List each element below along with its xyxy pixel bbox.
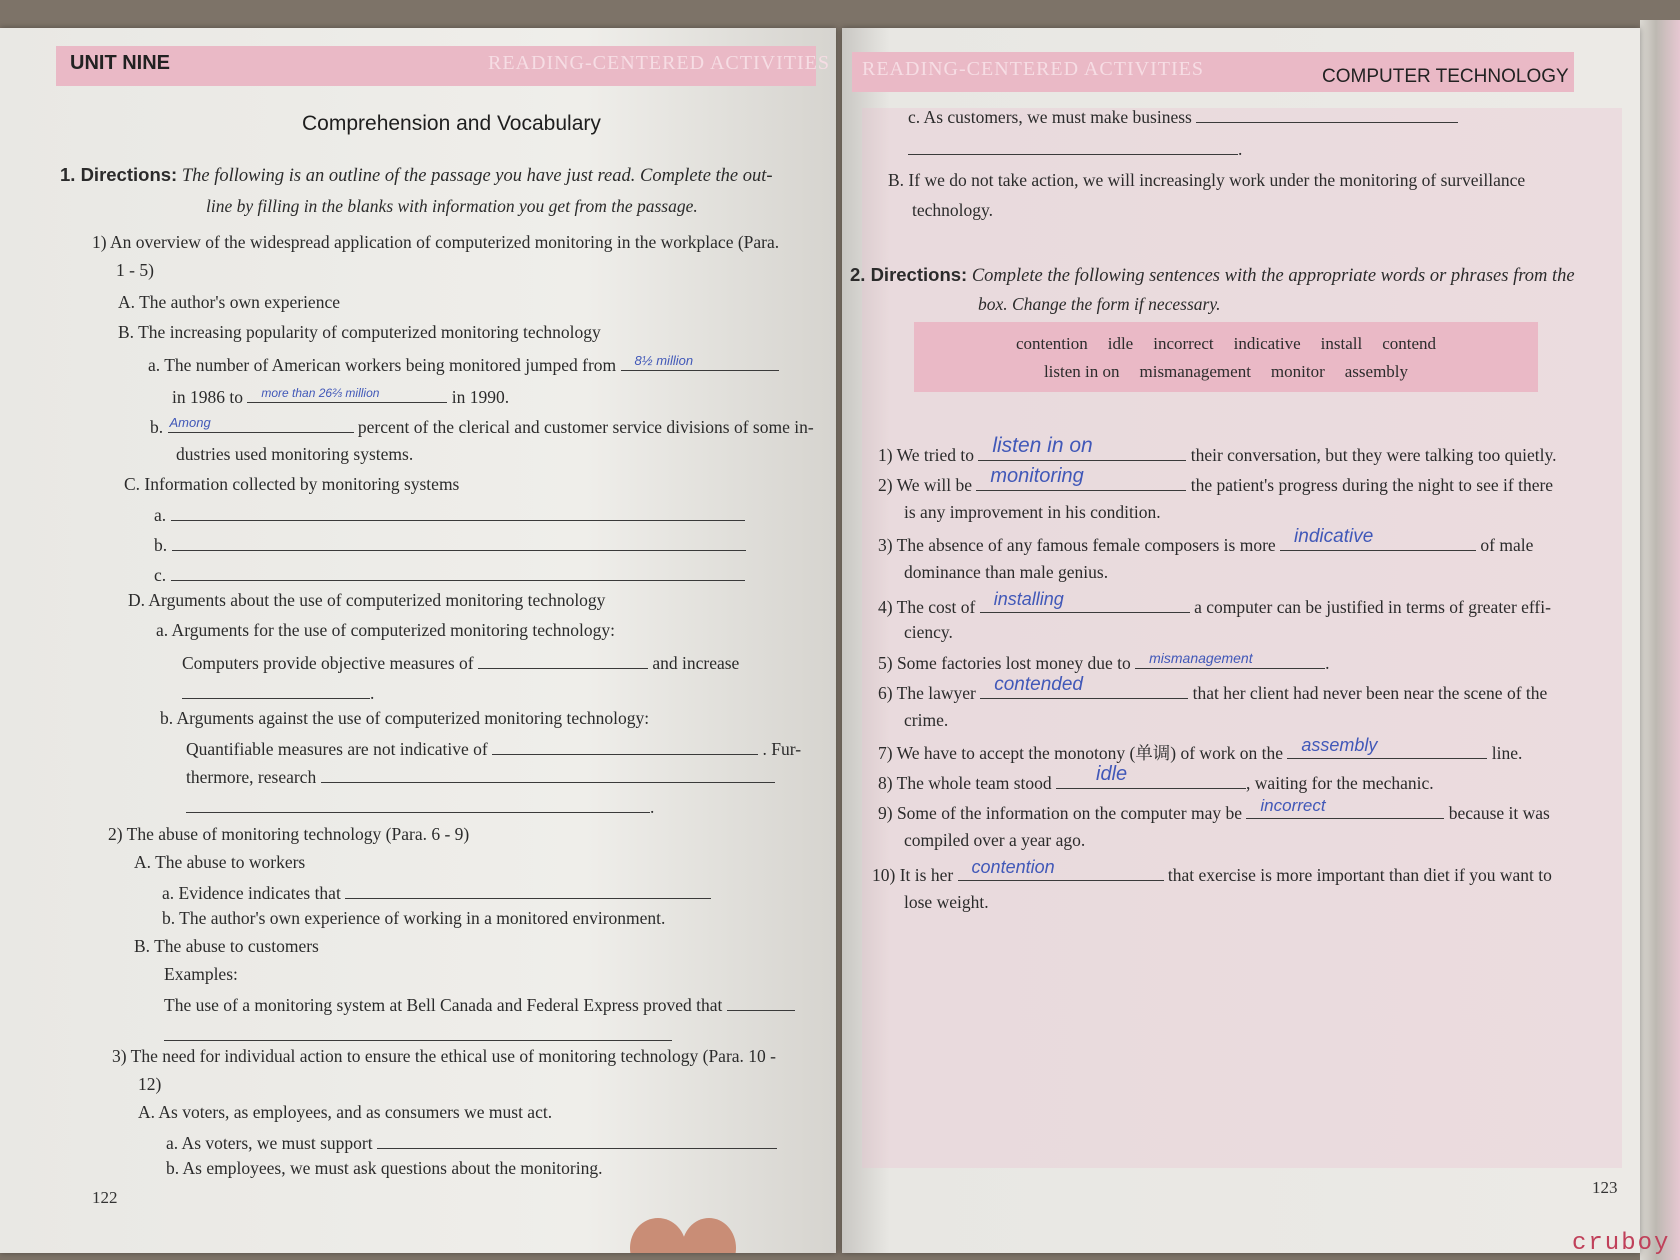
handwritten-answer: more than 26⅔ million: [261, 386, 380, 400]
outline-item: technology.: [912, 200, 993, 220]
outline-item: D. Arguments about the use of computerized monitoring technology: [128, 590, 606, 610]
finger-image: [682, 1218, 736, 1253]
outline-item: 12): [138, 1074, 162, 1094]
exercise-sentence: 4) The cost of installing a computer can be justified in terms of greater effi-: [878, 589, 1551, 617]
directions-1: 1. Directions: The following is an outline of the passage you have just read. Complete the out-: [60, 164, 773, 186]
directions-2: 2. Directions: Complete the following sentences with the appropriate words or phrases from the: [850, 264, 1575, 286]
answer-blank[interactable]: [1280, 526, 1476, 551]
outline-item: Examples:: [164, 964, 238, 984]
word-option: monitor: [1270, 362, 1325, 381]
finger-image: [630, 1218, 686, 1253]
outline-item-blank: a. As voters, we must support: [166, 1130, 777, 1154]
outline-item-blank: b.: [154, 532, 746, 556]
word-option: contention: [1015, 334, 1088, 353]
answer-blank[interactable]: [980, 674, 1188, 699]
exercise-sentence: 7) We have to accept the monotony (单调) of work on the assembly line.: [878, 735, 1523, 763]
outline-item: A. The author's own experience: [118, 292, 340, 312]
answer-blank[interactable]: [345, 880, 711, 899]
answer-blank[interactable]: [164, 1022, 672, 1041]
outline-item-blank: thermore, research: [186, 764, 775, 788]
answer-blank[interactable]: [980, 589, 1190, 613]
handwritten-answer: idle: [1096, 763, 1128, 785]
outline-item: 2) The abuse of monitoring technology (Para. 6 - 9): [108, 824, 470, 844]
word-option: contend: [1382, 334, 1437, 353]
outline-item-blank: [164, 1022, 672, 1046]
exercise-sentence: 1) We tried to listen in on their conversation, but they were talking too quietly.: [878, 434, 1557, 465]
exercise-sentence: 6) The lawyer contended that her client had never been near the scene of the: [878, 674, 1548, 703]
outline-item: B. The increasing popularity of computerized monitoring technology: [118, 322, 601, 342]
exercise-sentence-cont: crime.: [904, 710, 949, 730]
answer-blank[interactable]: [377, 1130, 777, 1149]
outline-item-blank: .: [186, 794, 654, 818]
book-edge: [1640, 20, 1680, 1260]
outline-item-blank: a. Evidence indicates that: [162, 880, 711, 904]
answer-blank[interactable]: [247, 384, 447, 403]
word-box: [914, 322, 1538, 392]
answer-blank[interactable]: [1287, 735, 1487, 759]
handwritten-answer: indicative: [1294, 526, 1374, 547]
outline-item-blank: Computers provide objective measures of and increase: [182, 650, 739, 674]
handwritten-answer: incorrect: [1260, 796, 1326, 815]
answer-blank[interactable]: [171, 562, 745, 581]
exercise-sentence-cont: ciency.: [904, 622, 953, 642]
left-page: [0, 28, 836, 1253]
handwritten-answer: contended: [994, 674, 1083, 695]
outline-item-blank: b. Among percent of the clerical and customer service divisions of some in-: [150, 415, 814, 437]
word-option: listen in on: [1043, 362, 1120, 381]
outline-item-blank: The use of a monitoring system at Bell Canada and Federal Express proved that: [164, 992, 795, 1016]
outline-item-blank: c.: [154, 562, 745, 586]
word-option: incorrect: [1153, 334, 1214, 353]
answer-blank[interactable]: [621, 352, 779, 371]
outline-item: 1 - 5): [116, 260, 154, 280]
outline-item-blank: in 1986 to more than 26⅔ million in 1990.: [172, 386, 510, 407]
outline-item: b. As employees, we must ask questions about the monitoring.: [166, 1158, 603, 1178]
outline-item: B. The abuse to customers: [134, 936, 319, 956]
handwritten-answer: assembly: [1301, 735, 1378, 755]
answer-blank[interactable]: [492, 736, 758, 755]
exercise-sentence: 9) Some of the information on the computer may be incorrect because it was: [878, 796, 1550, 823]
exercise-sentence-cont: is any improvement in his condition.: [904, 502, 1161, 522]
handwritten-answer: contention: [971, 857, 1055, 877]
outline-item: A. As voters, as employees, and as consumers we must act.: [138, 1102, 553, 1122]
word-option: idle: [1107, 334, 1134, 353]
handwritten-answer: installing: [993, 589, 1064, 609]
answer-blank[interactable]: [172, 532, 746, 551]
right-page: [842, 28, 1640, 1253]
unit-label: UNIT NINE: [70, 52, 170, 74]
answer-blank[interactable]: [1056, 763, 1246, 789]
exercise-sentence: 5) Some factories lost money due to mismanagement .: [878, 650, 1330, 673]
exercise-sentence-cont: dominance than male genius.: [904, 562, 1109, 582]
answer-blank[interactable]: [182, 680, 370, 699]
answer-blank[interactable]: [908, 136, 1238, 155]
answer-blank[interactable]: [478, 650, 648, 669]
answer-blank[interactable]: [1246, 796, 1444, 819]
handwritten-answer: Among: [169, 415, 211, 430]
section-title: Comprehension and Vocabulary: [302, 112, 601, 135]
header-title: COMPUTER TECHNOLOGY: [1322, 66, 1569, 87]
exercise-sentence: 8) The whole team stood idle , waiting for the mechanic.: [878, 763, 1434, 793]
answer-blank[interactable]: [976, 465, 1186, 491]
word-option: install: [1320, 334, 1363, 353]
outline-item: a. Arguments for the use of computerized monitoring technology:: [156, 620, 615, 640]
exercise-sentence: 10) It is her contention that exercise is more important than diet if you want to: [872, 857, 1552, 885]
answer-blank[interactable]: [1135, 650, 1325, 669]
page-number: 122: [92, 1188, 118, 1207]
outline-item-blank: a.: [154, 502, 745, 526]
outline-item-blank: .: [908, 136, 1242, 160]
word-option: assembly: [1344, 362, 1409, 381]
word-option: indicative: [1233, 334, 1301, 353]
header-ghost-text: READING-CENTERED ACTIVITIES: [488, 52, 830, 74]
outline-item-blank: c. As customers, we must make business: [908, 104, 1458, 128]
watermark: cruboy: [1572, 1230, 1671, 1257]
handwritten-answer: mismanagement: [1149, 650, 1253, 666]
answer-blank[interactable]: [727, 992, 795, 1011]
handwritten-answer: listen in on: [992, 434, 1093, 457]
word-option: mismanagement: [1139, 362, 1251, 381]
answer-blank[interactable]: [958, 857, 1164, 881]
outline-item-blank: a. The number of American workers being monitored jumped from 8½ million: [148, 352, 779, 376]
handwritten-answer: 8½ million: [634, 353, 694, 368]
outline-item: b. The author's own experience of working in a monitored environment.: [162, 908, 666, 928]
answer-blank[interactable]: [186, 794, 650, 813]
page-number: 123: [1592, 1178, 1618, 1197]
outline-item: dustries used monitoring systems.: [176, 444, 414, 464]
answer-blank[interactable]: [168, 414, 354, 433]
outline-item-blank: Quantifiable measures are not indicative of . Fur-: [186, 736, 801, 760]
directions-2-cont: box. Change the form if necessary.: [978, 294, 1221, 314]
outline-item-blank: .: [182, 680, 374, 704]
outline-item: 3) The need for individual action to ensure the ethical use of monitoring technology (Para. 10 -: [112, 1046, 777, 1066]
directions-1-cont: line by filling in the blanks with information you get from the passage.: [206, 196, 698, 216]
header-ghost-text: READING-CENTERED ACTIVITIES: [862, 58, 1204, 80]
answer-blank[interactable]: [321, 764, 775, 783]
outline-item: C. Information collected by monitoring systems: [124, 474, 460, 494]
outline-item: b. Arguments against the use of computerized monitoring technology:: [160, 708, 650, 728]
exercise-sentence-cont: compiled over a year ago.: [904, 830, 1086, 850]
handwritten-answer: monitoring: [990, 465, 1084, 487]
answer-blank[interactable]: [171, 502, 745, 521]
exercise-sentence-cont: lose weight.: [904, 892, 989, 912]
outline-item: A. The abuse to workers: [134, 852, 306, 872]
outline-item: B. If we do not take action, we will increasingly work under the monitoring of surveillance: [888, 170, 1526, 190]
answer-blank[interactable]: [978, 434, 1186, 461]
outline-item: 1) An overview of the widespread application of computerized monitoring in the workplace (Para.: [92, 232, 780, 252]
answer-blank[interactable]: [1196, 104, 1458, 123]
exercise-sentence: 2) We will be monitoring the patient's progress during the night to see if there: [878, 465, 1554, 495]
exercise-sentence: 3) The absence of any famous female composers is more indicative of male: [878, 526, 1534, 555]
